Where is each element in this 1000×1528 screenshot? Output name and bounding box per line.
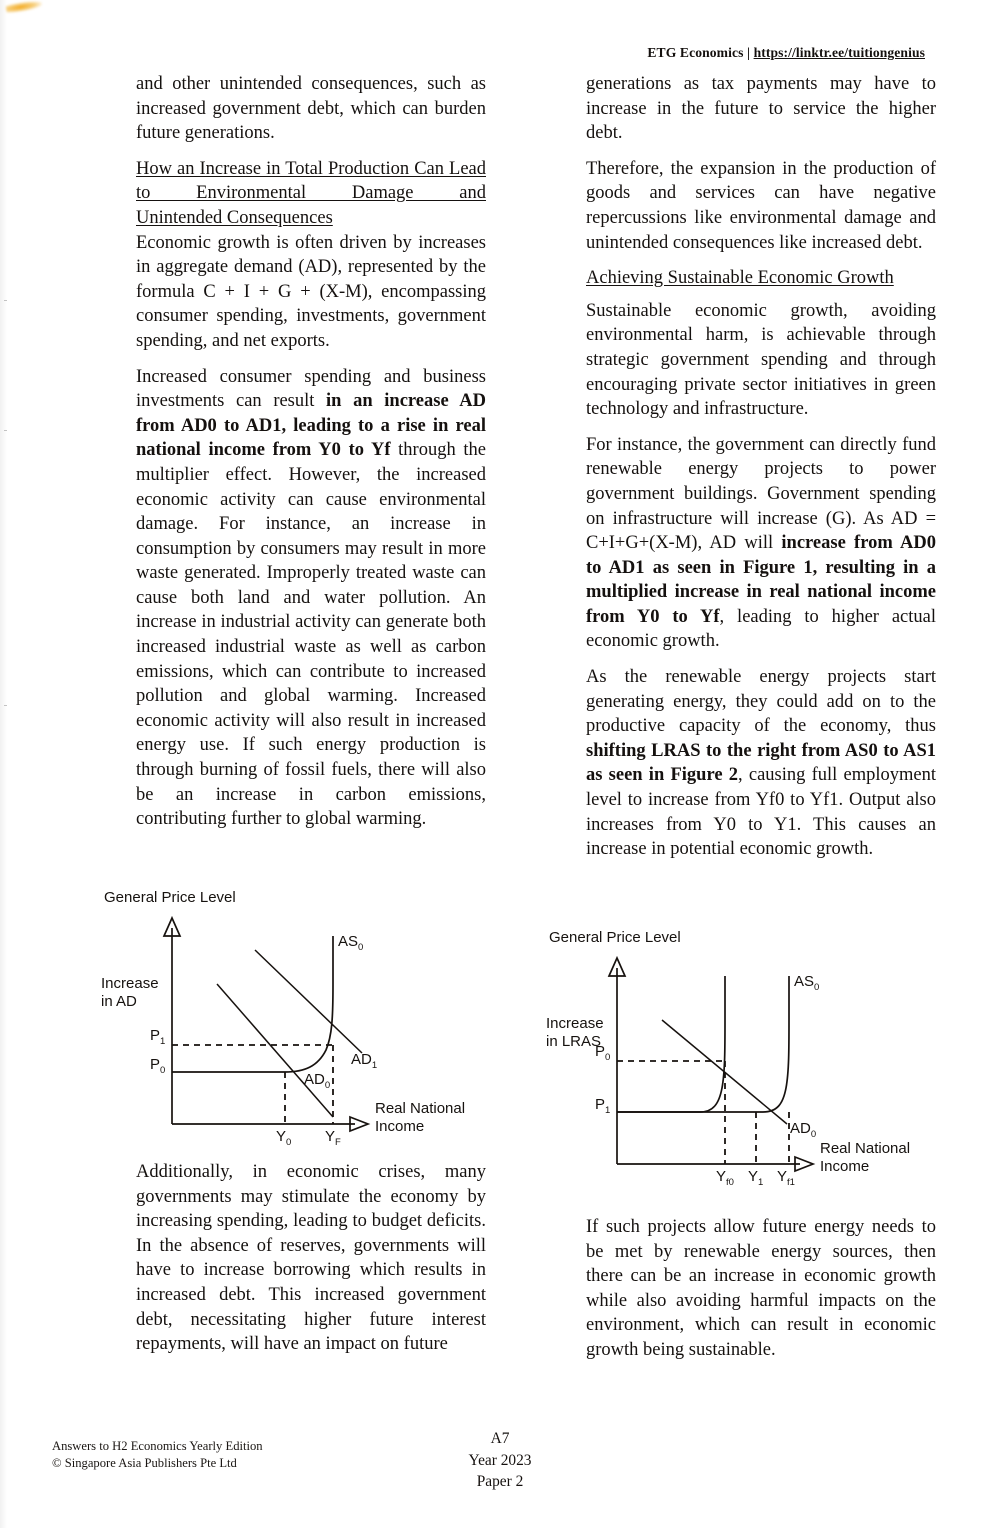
figure-2-ad0-label: $AD_0$ (790, 1120, 817, 1140)
footer-year: Year 2023 (468, 1451, 532, 1469)
figure-1-x-axis-label-line2: Income (375, 1118, 425, 1135)
figure-2-y1-label: $Y_1$ (748, 1168, 764, 1188)
figure-1-y0-label: $Y_0$ (276, 1128, 292, 1148)
footer-line-2: © Singapore Asia Publishers Pte Ltd (52, 1456, 237, 1470)
figure-1-x-axis-label-line1: Real National (375, 1100, 466, 1117)
figure-1-y-axis-label: General Price Level (104, 889, 236, 906)
figure-2-p0-label: $P_0$ (595, 1043, 611, 1063)
scan-artifact (6, 0, 43, 14)
text-run: through the multiplier effect. However, the increased economic activity can cause environmental damage. For instance, an increase in consumption by consumers may result in more waste generated. Improperly treated waste can cause both land and water pollution. An increase in industrial activity can generate both increased industrial waste as well as carbon emissions, which can contribute to increased pollution and global warming. Increased economic activity will also result in increased energy use. If such energy production is through burning of fossil fuels, there will also be an increase in carbon emissions, contributing further to global warming. (136, 440, 486, 830)
figure-1-as-label: $AS_0$ (338, 933, 364, 953)
left-column-bottom (136, 1160, 486, 1368)
footer-line-1: Answers to H2 Economics Yearly Edition (52, 1439, 263, 1453)
figure-1-ad0-label: $AD_0$ (304, 1071, 331, 1091)
text-run: Increased consumer spending and business investments can result (136, 366, 486, 412)
scan-speck (4, 705, 7, 706)
figure-1-ad-shift-diagram (100, 888, 500, 1153)
scan-speck (4, 300, 7, 301)
header-link[interactable]: https://linktr.ee/tuitiongenius (753, 45, 925, 60)
text-run: As the renewable energy projects start generating energy, they could add on to the productive capacity of the economy, thus (586, 667, 936, 737)
right-column-bottom (586, 1215, 936, 1374)
section-heading: Achieving Sustainable Economic Growth (586, 268, 894, 289)
paragraph: Economic growth is often driven by increases in aggregate demand (AD), represented by the formula C + I + G + (X-M), encompassing consumer spending, investments, government spending, and net exports. (136, 232, 486, 351)
figure-1-ad1-label: $AD_1$ (351, 1051, 378, 1071)
bold-emphasis: increase from AD0 to AD1 as seen in Figure 1, resulting in a multiplied increase in real national income from Y0 to Yf (586, 533, 936, 627)
paragraph: and other unintended consequences, such as increased government debt, which can burden future generations. (136, 74, 486, 144)
figure-1-annotation-line1: Increase (101, 975, 159, 992)
figure-2-y-axis-label: General Price Level (549, 929, 681, 946)
figure-1-p1-label: $P_1$ (150, 1027, 166, 1047)
figure-2-yf1-label: $Y_{f1}$ (777, 1168, 795, 1188)
page-number: A7 (490, 1430, 510, 1447)
figure-1-p0-label: $P_0$ (150, 1056, 166, 1076)
section-heading: How an Increase in Total Production Can Lead to Environmental Damage and (136, 158, 486, 204)
section-heading-cont: Unintended Consequences (136, 207, 333, 228)
figure-2-yf0-label: $Y_{f0}$ (716, 1168, 734, 1188)
figure-2-lras-shift-diagram (545, 928, 945, 1193)
paragraph: generations as tax payments may have to increase in the future to service the higher debt. (586, 74, 936, 144)
bold-emphasis: shifting LRAS to the right from AS0 to AS1 as seen in Figure 2 (586, 740, 936, 786)
figure-1-annotation-line2: in AD (101, 993, 137, 1010)
bold-emphasis: in an increase AD from AD0 to AD1, leading to a rise in real national income from Y0 to Yf (136, 391, 486, 461)
paragraph-with-emphasis (586, 665, 936, 862)
scan-speck (4, 430, 7, 431)
text-run: , leading to higher actual economic growth. (586, 606, 936, 652)
figure-2-p1-label: $P_1$ (595, 1096, 611, 1116)
figure-2-annotation-line2: in LRAS (546, 1033, 602, 1050)
text-run: For instance, the government can directly fund renewable energy projects to power government buildings. Government spending on infrastructure will increase (G). As AD = C+I+G+(X-M), AD will (586, 434, 936, 554)
footer-paper: Paper 2 (476, 1473, 524, 1490)
scan-edge-shadow (0, 0, 7, 1528)
paragraph: Therefore, the expansion in the production of goods and services can have negative repercussions like environmental damage and unintended consequences like increased debt. (586, 158, 936, 253)
figure-2-x-axis-label-line2: Income (820, 1158, 870, 1175)
running-header (647, 45, 925, 61)
figure-2-annotation-line1: Increase (546, 1015, 604, 1032)
paragraph-with-emphasis (586, 433, 936, 654)
paragraph-with-emphasis (136, 365, 486, 832)
left-column (136, 72, 486, 843)
header-brand: ETG Economics | (647, 45, 754, 60)
figure-1-yf-label: $Y_F$ (325, 1128, 341, 1148)
figure-2-x-axis-label-line1: Real National (820, 1140, 911, 1157)
footer-page-info (0, 1428, 1000, 1493)
paragraph: Additionally, in economic crises, many governments may stimulate the economy by increasing spending, leading to budget deficits. In the absence of reserves, governments will have to increase borrowing which results in increased debt. This increased government debt, necessitating higher future interest repayments, will have an impact on future (136, 1162, 486, 1355)
paragraph: Sustainable economic growth, avoiding environmental harm, is achievable through strategic government spending and through encouraging private sector initiatives in green technology and infrastructure. (586, 300, 936, 420)
right-column (586, 72, 936, 873)
figure-2-as-label: $AS_0$ (794, 973, 820, 993)
paragraph: If such projects allow future energy needs to be met by renewable energy sources, then there can be an increase in economic growth while also avoiding harmful impacts on the environment, which can result in economic growth being sustainable. (586, 1217, 936, 1360)
text-run: , causing full employment level to increase from Yf0 to Yf1. Output also increases from Y0 to Y1. This causes an increase in potential economic growth. (586, 765, 937, 860)
